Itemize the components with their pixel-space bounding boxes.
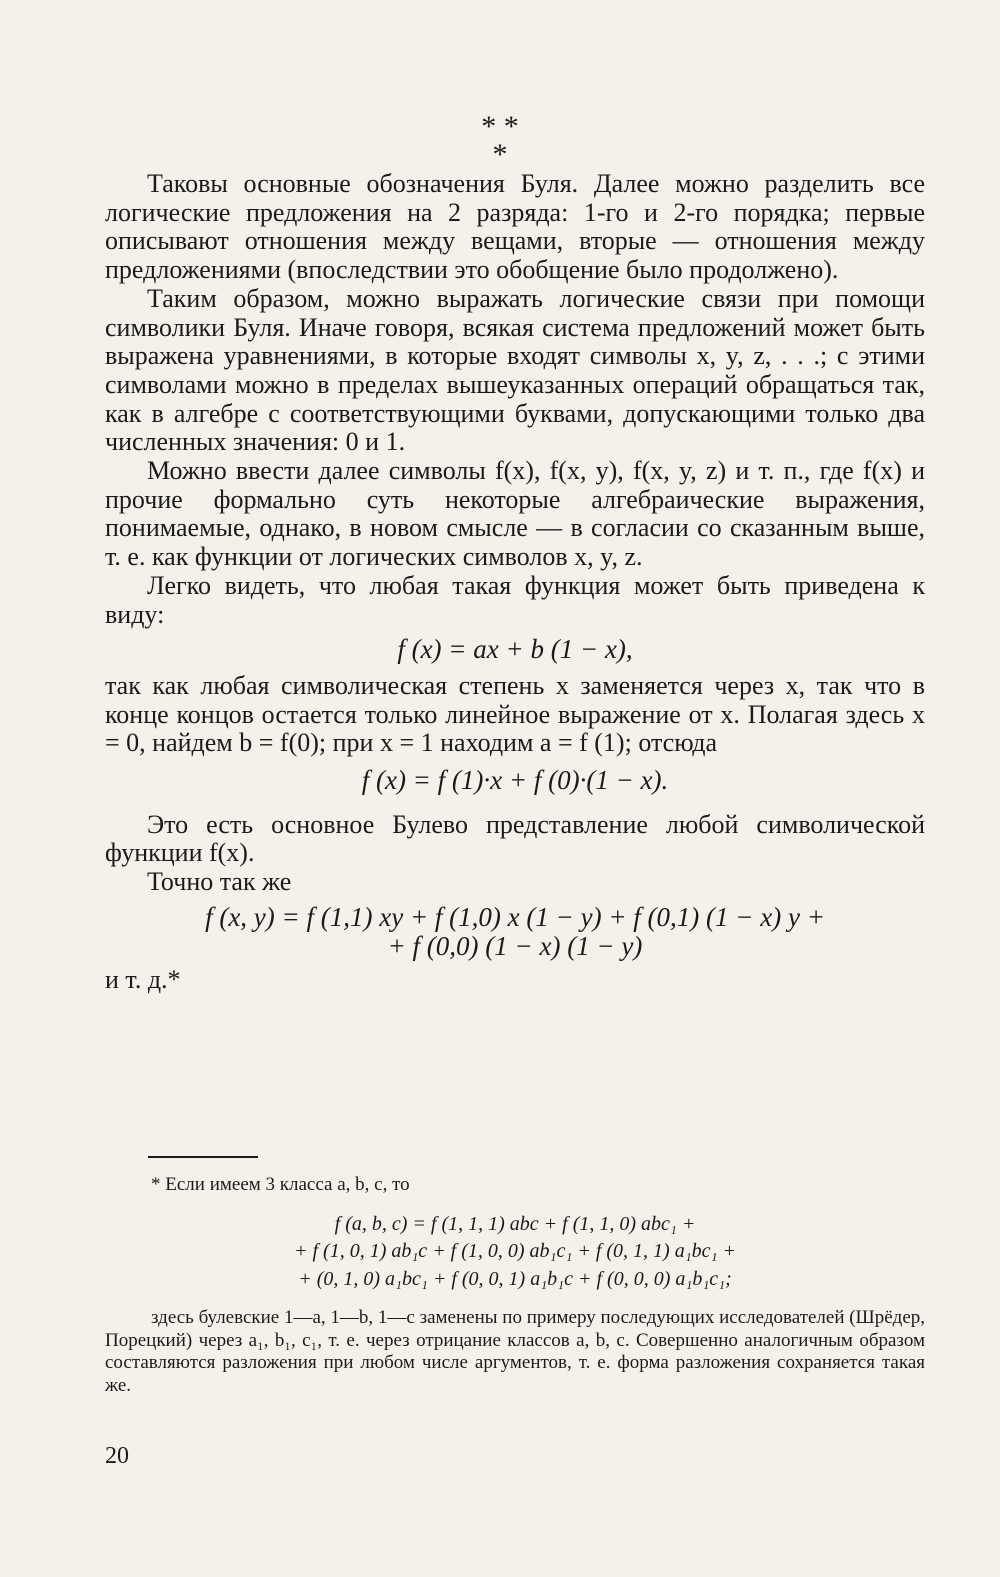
paragraph: и т. д.* xyxy=(105,965,181,995)
main-text xyxy=(105,170,925,995)
paragraph: так как любая символическая степень x заменяется через x, так что в конце концов остается только линейное выражение от x. Полагая здесь x = 0, найдем b = f(0); при x = 1 находим a = f (1); отсюда xyxy=(105,670,925,758)
footnote-intro: * Если имеем 3 класса a, b, c, то xyxy=(151,1174,410,1195)
paragraph: Это есть основное Булево представление любой символической функции f(x). xyxy=(105,809,925,868)
footnote xyxy=(105,1174,925,1397)
paragraph: Легко видеть, что любая такая функция может быть приведена к виду: xyxy=(105,570,925,629)
footnote-formula: + (0, 1, 0) a₁bc₁ + f (0, 0, 1) a₁b₁c + f (0, 0, 0) a₁b₁c₁; xyxy=(298,1267,732,1290)
formula: f (x, y) = f (1,1) xy + f (1,0) x (1 − y) + f (0,1) (1 − x) y + xyxy=(205,901,825,932)
paragraph: Можно ввести далее символы f(x), f(x, y), f(x, y, z) и т. п., где f(x) и прочие формально суть некоторые алгебраические выражения, понимаемые, однако, в новом смысле — в согласии со сказанным выше, т. е. как функции от логических символов x, y, z. xyxy=(105,456,925,572)
paragraph: Таким образом, можно выражать логические связи при помощи символики Буля. Иначе говоря, всякая система предложений может быть выражена уравнениями, в которые входят символы x, y, z, . . .; с этими символами можно в пределах вышеуказанных операций обращаться так, как в алгебре с соответствующими буквами, допускающими только два численных значения: 0 и 1. xyxy=(105,283,925,457)
paragraph: Точно так же xyxy=(147,867,292,897)
footnote-formula: + f (1, 0, 1) ab₁c + f (1, 0, 0) ab₁c₁ + f (0, 1, 1) a₁bc₁ + xyxy=(293,1240,736,1262)
section-separator-bottom: * xyxy=(492,138,508,171)
footnote-rule xyxy=(148,1156,258,1158)
formula: + f (0,0) (1 − x) (1 − y) xyxy=(387,930,643,961)
paragraph: Таковы основные обозначения Буля. Далее можно разделить все логические предложения на 2 разряда: 1-го и 2-го порядка; первые описывают отношения между вещами, вторые — отношения между предложениями (впоследствии это обобщение было продолжено). xyxy=(105,169,925,285)
section-separator-top: * * xyxy=(481,110,519,143)
footnote-formula: f (a, b, c) = f (1, 1, 1) abc + f (1, 1, 0) abc₁ + xyxy=(334,1212,696,1235)
footnote-text: здесь булевские 1—a, 1—b, 1—c заменены по примеру последующих исследователей (Шрёдер, Порецкий) через a₁, b₁, c₁, т. е. через отрицание классов a, b, c. Совершенно аналогичным образом составляются разложения при любом числе аргументов, т. е. форма разложения сохраняется такая же. xyxy=(105,1307,926,1396)
formula: f (x) = ax + b (1 − x), xyxy=(397,634,633,665)
formula: f (x) = f (1)·x + f (0)·(1 − x). xyxy=(361,765,669,796)
page-number: 20 xyxy=(105,1443,129,1469)
